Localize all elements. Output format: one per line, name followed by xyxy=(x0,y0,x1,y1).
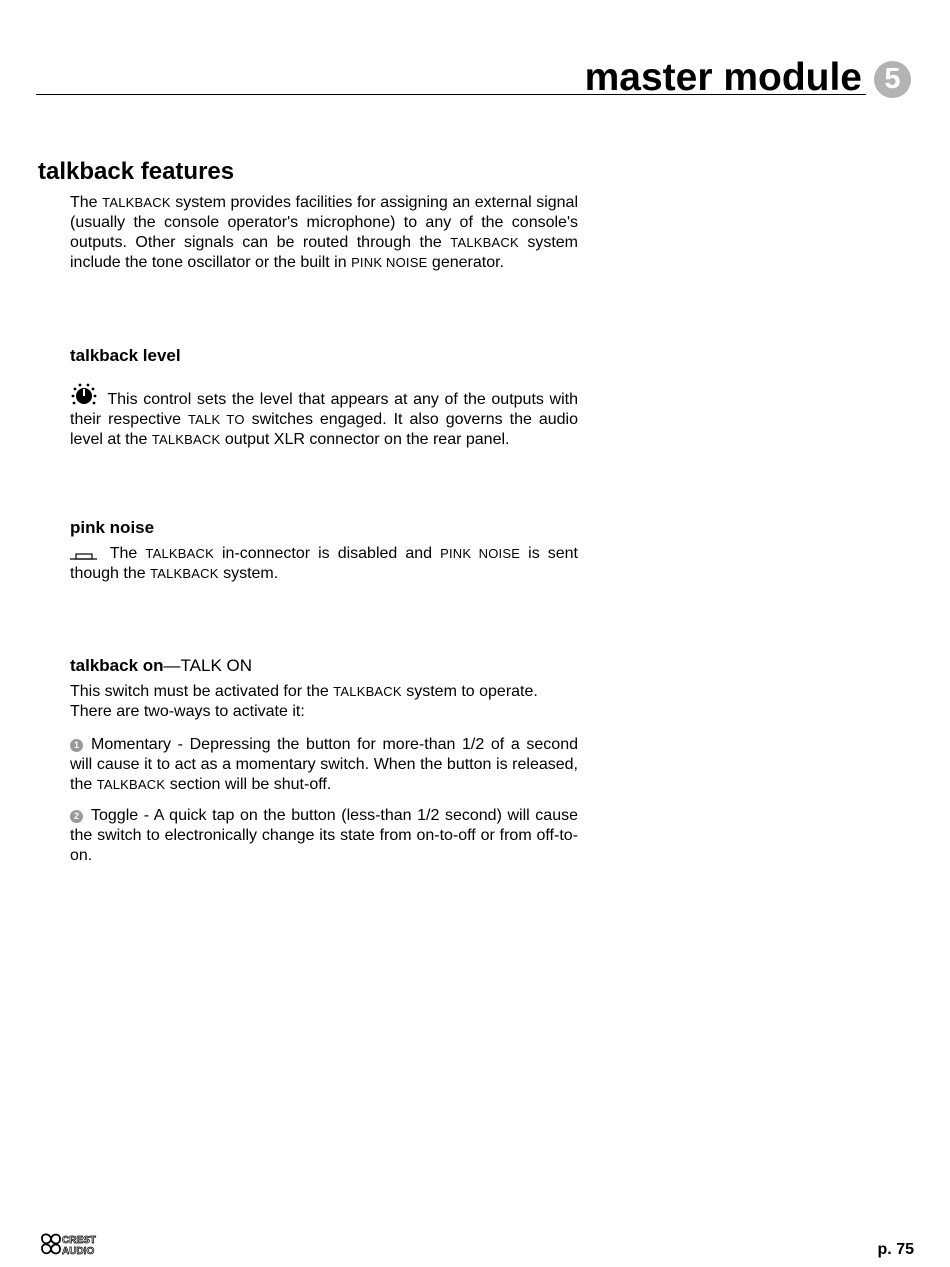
number-marker-icon: 1 xyxy=(70,739,83,752)
pink-noise-paragraph: The TALKBACK in-connector is disabled and PINK NOISE is sent though the TALKBACK system. xyxy=(70,545,579,582)
pink-noise-heading: pink noise xyxy=(70,518,155,537)
talkback-level-heading: talkback level xyxy=(70,346,181,365)
page-number: p. 75 xyxy=(877,1241,914,1258)
list-item: 2 Toggle - A quick tap on the button (less-than 1/2 second) will cause the switch to electronically change its state from on-to-off or from off-to-on. xyxy=(70,807,578,864)
svg-text:CREST: CREST xyxy=(62,1235,96,1246)
talkback-level-paragraph: This control sets the level that appears at any of the outputs with their respective TALK TO switches engaged. It also governs the audio level at the TALKBACK output XLR connector on the rear panel. xyxy=(70,383,578,450)
intro-paragraph: The TALKBACK system provides facilities for assigning an external signal (usually the console operator's microphone) to any of the console's outputs. Other signals can be routed through the TALKBACK system include the tone oscillator or the built in PINK NOISE generator. xyxy=(70,194,579,271)
list-item: 1 Momentary - Depressing the button for more-than 1/2 of a second will cause it to act as a momentary switch. When the button is released, the TALKBACK section will be shut-off. xyxy=(70,736,578,793)
talkback-on-heading: talkback on—TALK ON xyxy=(70,656,253,675)
rotary-knob-icon xyxy=(70,383,98,407)
crest-audio-logo xyxy=(40,1232,116,1256)
number-marker-icon: 2 xyxy=(70,810,83,823)
talkback-on-line-2: There are two-ways to activate it: xyxy=(70,703,305,720)
page-header-title: master module xyxy=(584,56,862,99)
header-rule xyxy=(36,94,866,95)
section-number-badge: 5 xyxy=(874,61,911,98)
push-switch-icon xyxy=(70,547,98,561)
svg-text:AUDIO: AUDIO xyxy=(62,1246,95,1256)
talkback-on-line-1: This switch must be activated for the TALKBACK system to operate. xyxy=(70,683,538,700)
section-title: talkback features xyxy=(38,158,235,185)
